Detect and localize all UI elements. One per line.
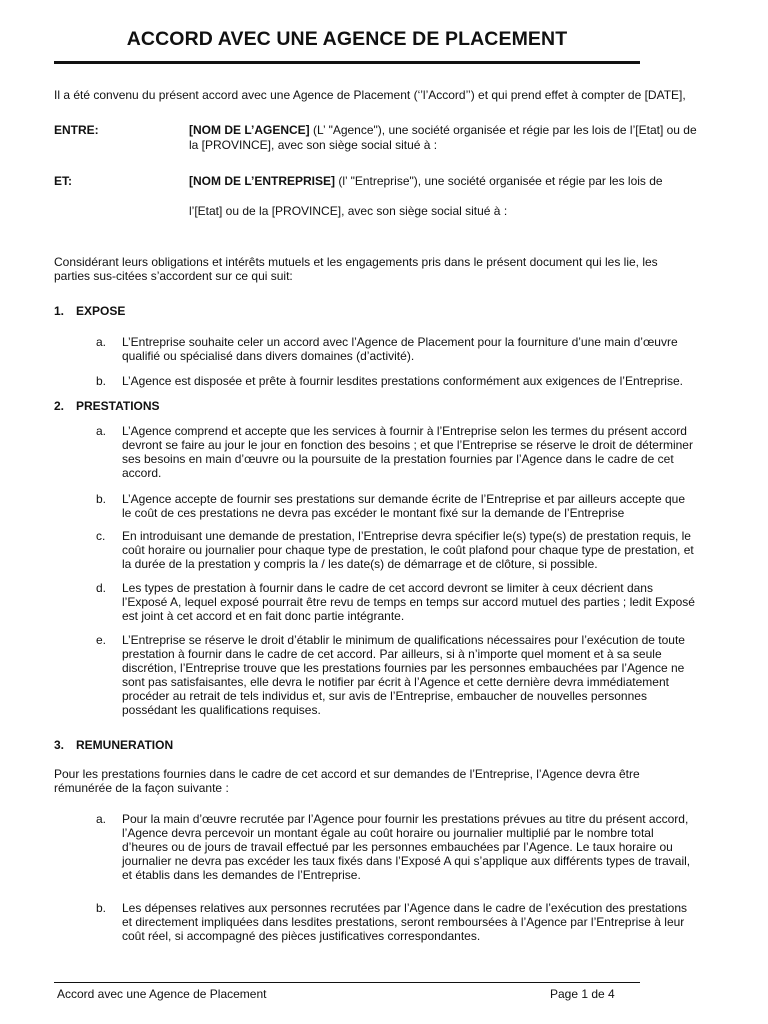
et-line-1-rest: (l’ "Entreprise"), une société organisée et régie par les lois de [335, 174, 663, 188]
list-marker: a. [96, 812, 107, 826]
list-marker: a. [96, 335, 107, 349]
text-line: L’Entreprise se réserve le droit d’établir le minimum de qualifications nécessaires pour l’exécution de toute [122, 633, 685, 647]
section-heading-prestations [54, 399, 160, 413]
agency-name-placeholder: [NOM DE L’AGENCE] [189, 123, 310, 137]
considerant-line-2: parties sus-citées s’accordent sur ce qui suit: [54, 269, 293, 283]
list-item-text [122, 901, 722, 943]
company-name-placeholder: [NOM DE L’ENTREPRISE] [189, 174, 336, 188]
text-line: prestation à fournir dans le cadre de cet accord. Par ailleurs, si à n’importe quel moment et à sa seule [122, 647, 662, 661]
footer-page-number: Page 1 de 4 [550, 987, 615, 1001]
text-line: journalier ne devra pas excéder les taux fixés dans l’Exposé A qui s’applique aux différents types de travail, [122, 854, 691, 868]
list-item-text [122, 424, 722, 480]
text-line: et établis dans les demandes de l’Entreprise. [122, 868, 361, 882]
section-title: PRESTATIONS [76, 399, 160, 413]
text-line: L’Agence comprend et accepte que les services à fournir à l’Entreprise selon les termes du présent accord [122, 424, 687, 438]
entre-label: ENTRE: [54, 123, 99, 137]
list-marker: a. [96, 424, 107, 438]
et-line-2: l’[Etat] ou de la [PROVINCE], avec son siège social situé à : [189, 204, 508, 218]
list-item-text [122, 529, 722, 571]
entre-line-1 [189, 123, 697, 138]
text-line: possédant les qualifications requises. [122, 703, 321, 717]
list-item-text [122, 812, 722, 882]
entre-line-1-rest: (L’ "Agence"), une société organisée et régie par les lois de l’[Etat] ou de [309, 123, 697, 137]
remuneration-intro-line-1: Pour les prestations fournies dans le cadre de cet accord et sur demandes de l’Entreprise, l’Agence devra être [54, 767, 640, 781]
text-line: L’Agence est disposée et prête à fournir lesdites prestations conformément aux exigences de l’Entreprise. [122, 374, 683, 388]
text-line: Les dépenses relatives aux personnes recrutées par l’Agence dans le cadre de l’exécution des prestations [122, 901, 688, 915]
list-marker: b. [96, 374, 107, 388]
list-marker: e. [96, 633, 107, 647]
text-line: Pour la main d’œuvre recrutée par l’Agence pour fournir les prestations prévues au titre du présent accord, [122, 812, 689, 826]
text-line: coût réel, si accompagné des pièces justificatives correspondantes. [122, 929, 481, 943]
footer-document-title: Accord avec une Agence de Placement [57, 987, 267, 1001]
et-label: ET: [54, 174, 72, 188]
section-number: 1. [54, 304, 65, 318]
list-item-text [122, 581, 722, 623]
entre-line-2: la [PROVINCE], avec son siège social situé à : [189, 138, 438, 152]
text-line: accord. [122, 466, 162, 480]
intro-paragraph: Il a été convenu du présent accord avec une Agence de Placement (‘’l’Accord’’) et qui prend effet à compter de [DATE], [54, 88, 686, 102]
section-title: REMUNERATION [76, 738, 174, 752]
text-line: le coût de ces prestations ne devra pas excéder le montant fixé sur la demande de l’Entreprise [122, 506, 625, 520]
et-line-1 [189, 174, 663, 189]
list-marker: b. [96, 901, 107, 915]
text-line: et directement impliquées dans lesdites prestations, seront remboursées à l’Agence par l’Entreprise à leur [122, 915, 685, 929]
list-marker: c. [96, 529, 106, 543]
section-heading-remuneration [54, 738, 173, 752]
footer-divider [54, 982, 640, 983]
text-line: qualifié ou spécialisé dans divers domaines (d’activité). [122, 349, 415, 363]
text-line: d’heures ou de jours de travail effectué par les personnes embauchées par l’Agence. Le taux horaire ou [122, 840, 673, 854]
text-line: la durée de la prestation y compris la / les date(s) de démarrage et de clôture, si possible. [122, 557, 598, 571]
text-line: discrétion, l’Entreprise trouve que les prestations fournies par les personnes embauchées par l’Agence ne [122, 661, 685, 675]
text-line: sont pas satisfaisantes, elle devra le notifier par écrit à l’Agence et cette dernière devra immédiatement [122, 675, 669, 689]
text-line: l’Exposé A, lequel exposé pourrait être revu de temps en temps sur accord mutuel des parties ; ledit Exposé [122, 595, 695, 609]
list-marker: b. [96, 492, 107, 506]
section-heading-expose [54, 304, 125, 318]
text-line: L’Entreprise souhaite celer un accord avec l’Agence de Placement pour la fourniture d’une main d’œuvre [122, 335, 678, 349]
list-item-text [122, 374, 722, 388]
section-title: EXPOSE [76, 304, 126, 318]
text-line: est joint à cet accord et en fait donc partie intégrante. [122, 609, 405, 623]
text-line: ses besoins en main d’œuvre ou la poursuite de la prestation fournies par l’Agence dans le cadre de cet [122, 452, 674, 466]
text-line: En introduisant une demande de prestation, l’Entreprise devra spécifier le(s) type(s) de prestation requis, le [122, 529, 691, 543]
section-number: 3. [54, 738, 65, 752]
text-line: Les types de prestation à fournir dans le cadre de cet accord devront se limiter à ceux décrient dans [122, 581, 653, 595]
section-number: 2. [54, 399, 65, 413]
list-item-text [122, 633, 722, 717]
remuneration-intro-line-2: rémunérée de la façon suivante : [54, 781, 229, 795]
list-marker: d. [96, 581, 107, 595]
text-line: L’Agence accepte de fournir ses prestations sur demande écrite de l’Entreprise et par ailleurs accepte que [122, 492, 685, 506]
considerant-line-1: Considérant leurs obligations et intérêts mutuels et les engagements pris dans le présent document qui les lie, les [54, 255, 658, 269]
title-underline [54, 61, 640, 64]
text-line: devront se faire au jour le jour en fonction des besoins ; et que l’Entreprise se réserve le droit de déterminer [122, 438, 693, 452]
list-item-text [122, 492, 722, 520]
text-line: coût horaire ou journalier pour chaque type de prestation, le coût plafond pour chaque type de prestation, et [122, 543, 694, 557]
text-line: procéder au retrait de tels individus et, sur avis de l’Entreprise, embaucher de nouvelles personnes [122, 689, 647, 703]
list-item-text [122, 335, 722, 363]
page-title: ACCORD AVEC UNE AGENCE DE PLACEMENT [126, 28, 568, 50]
text-line: l’Agence devra percevoir un montant égale au coût horaire ou journalier multiplié par le nombre total [122, 826, 654, 840]
